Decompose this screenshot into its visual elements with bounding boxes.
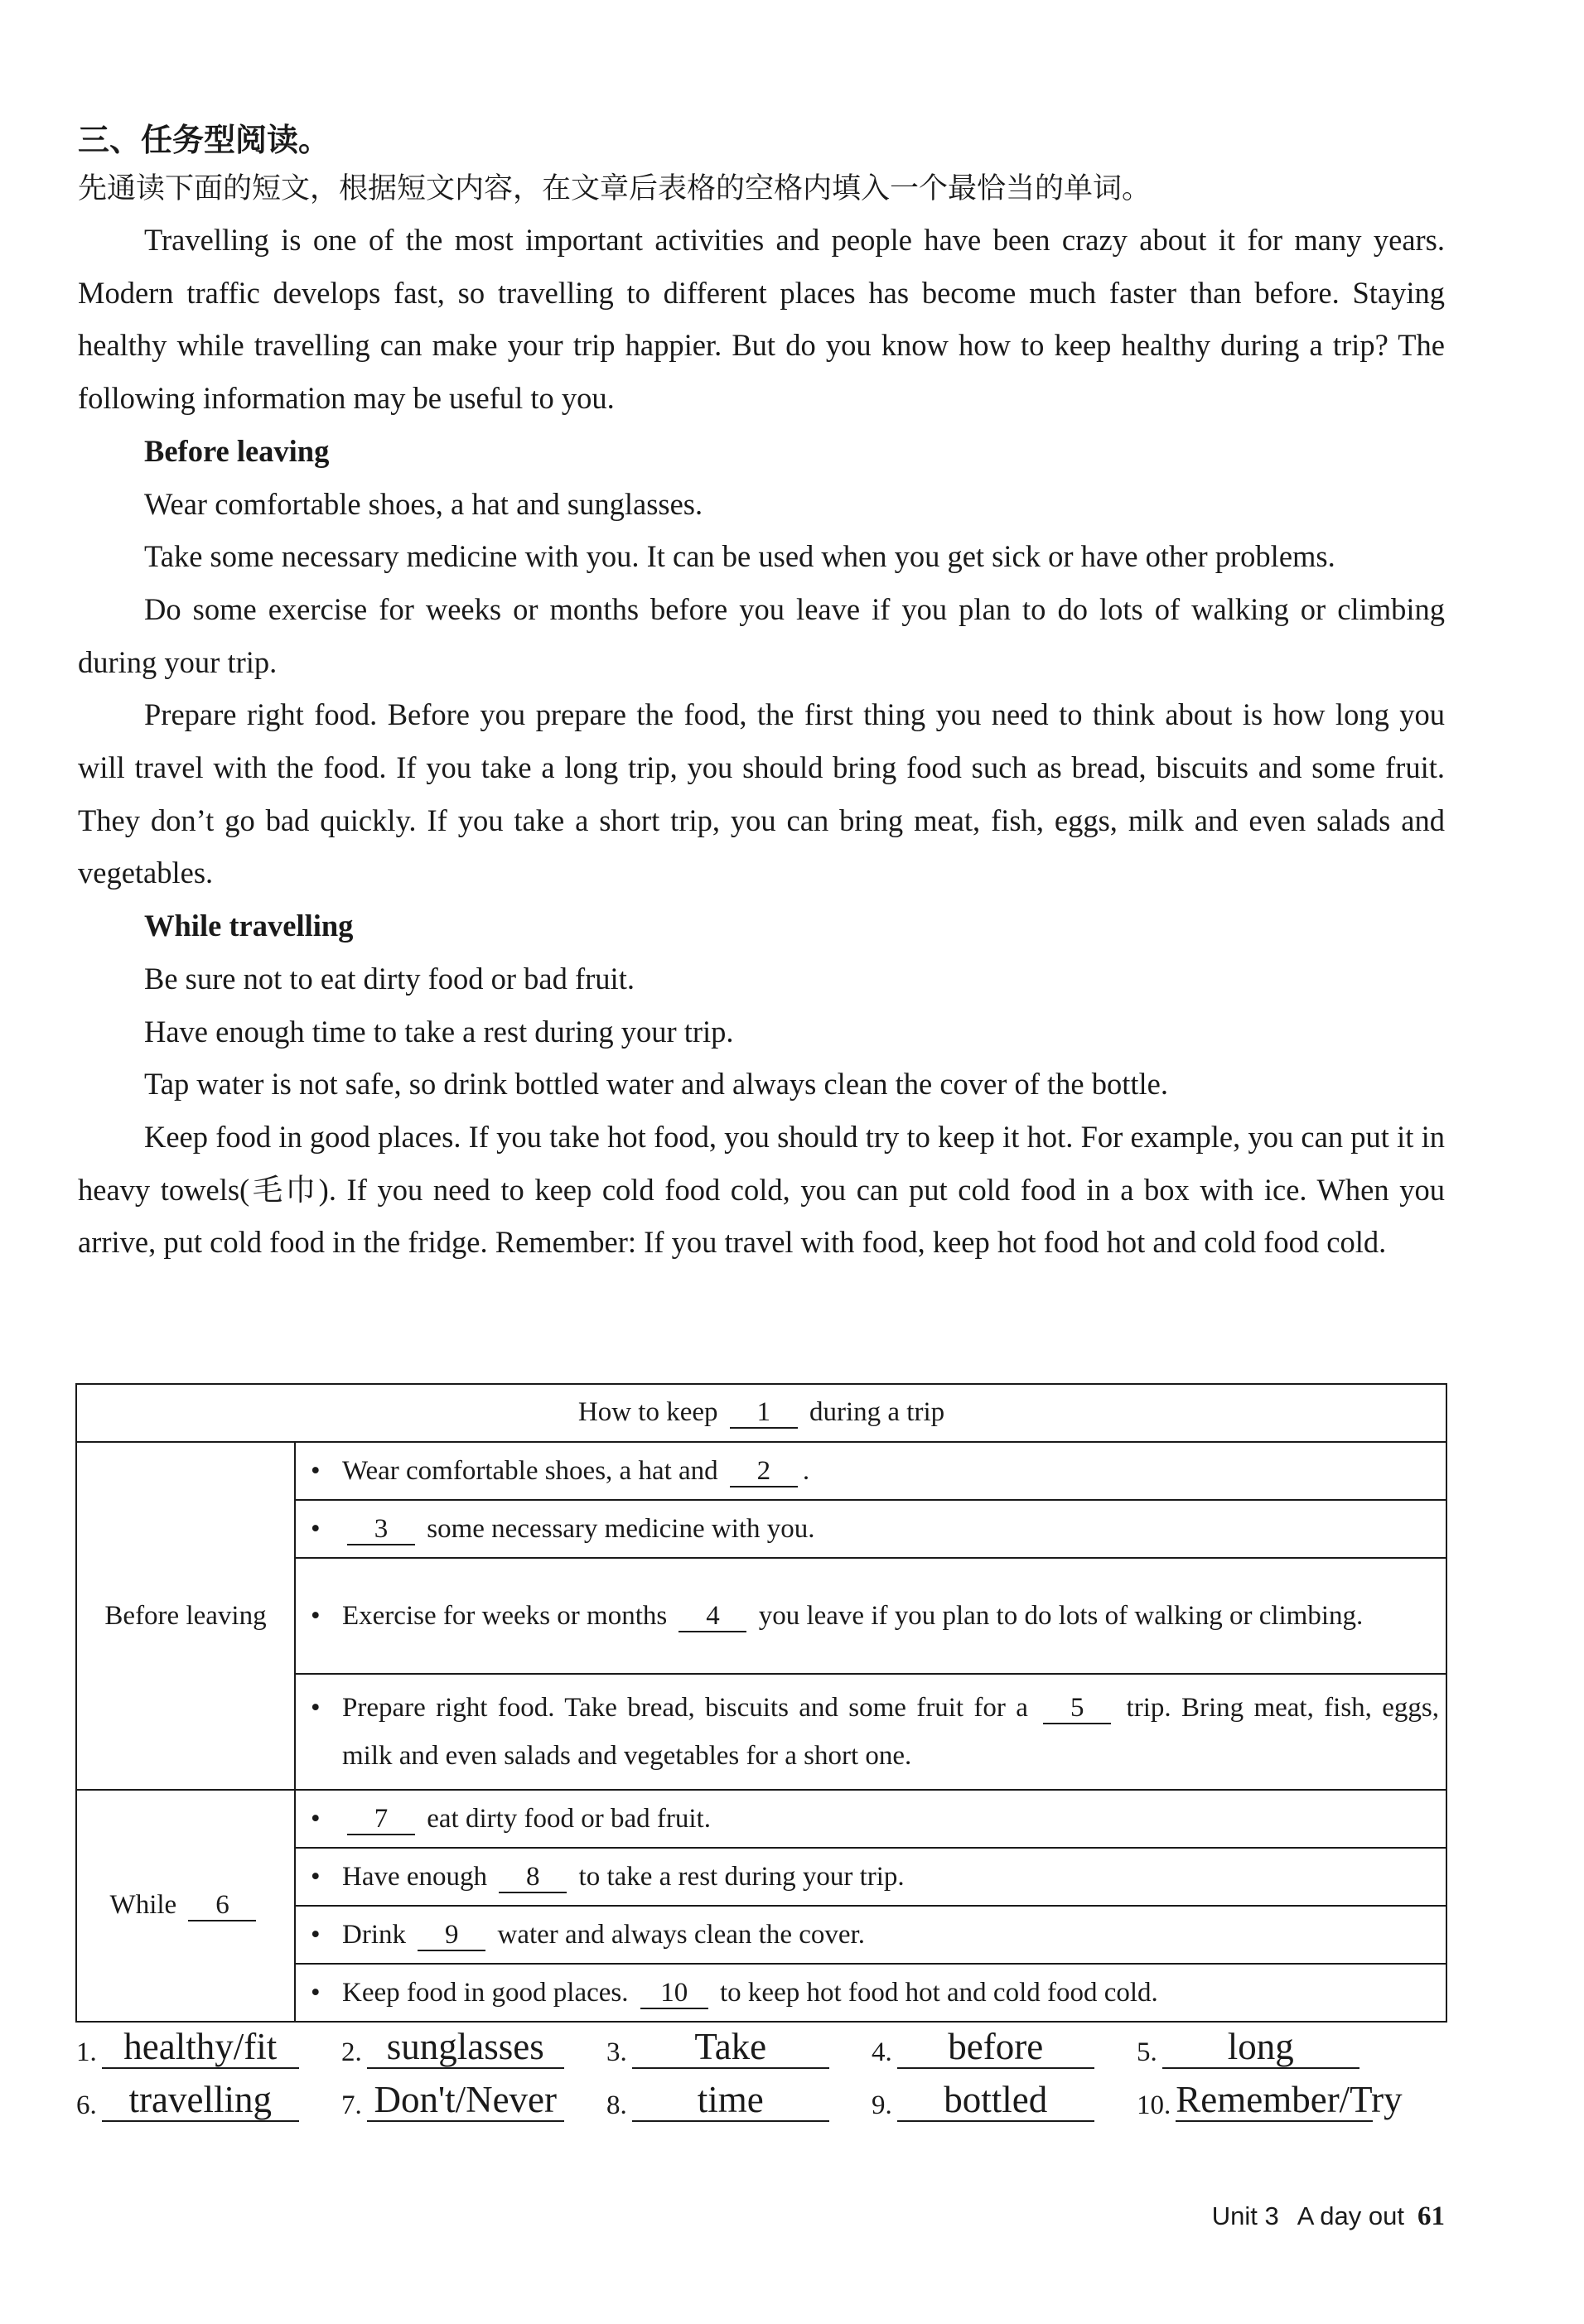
answer-item: 1. healthy/fit xyxy=(76,2026,341,2069)
table-row: • Have enough 8 to take a rest during your trip. xyxy=(295,1848,1446,1906)
table-row: • 3 some necessary medicine with you. xyxy=(295,1500,1446,1558)
table-row: • Prepare right food. Take bread, biscuits and some fruit for a 5 trip. Bring meat, fish, eggs, milk and even salads and vegetables for a short one. xyxy=(295,1674,1446,1790)
answer-item: 3. Take xyxy=(606,2026,872,2069)
blank-6: 6 xyxy=(188,1890,256,1921)
passage-paragraph: Travelling is one of the most important activities and people have been crazy about it for many years. Modern traffic develops fast, so travelling to different places has become much faster than before. Staying healthy while travelling can make your trip happier. But do you know how to keep healthy during a trip? The following information may be useful to you. xyxy=(78,223,1445,416)
answer-field: sunglasses xyxy=(367,2026,564,2069)
group-while: While 6 xyxy=(76,1790,295,2022)
answer-field: Don't/Never xyxy=(367,2079,564,2122)
footer-unit: Unit 3 xyxy=(1211,2201,1279,2230)
answer-field: healthy/fit xyxy=(102,2026,299,2069)
blank-7: 7 xyxy=(347,1804,415,1835)
answer-field: Take xyxy=(632,2026,829,2069)
answer-item: 4. before xyxy=(872,2026,1137,2069)
handwritten-answers xyxy=(76,2016,1501,2122)
reading-passage xyxy=(78,214,1445,1269)
blank-5: 5 xyxy=(1043,1693,1111,1724)
answer-item: 9. bottled xyxy=(872,2079,1137,2122)
passage-paragraph: Do some exercise for weeks or months before you leave if you plan to do lots of walking or climbing during your trip. xyxy=(78,591,1445,679)
task-table xyxy=(75,1383,1447,2023)
table-title: How to keep 1 during a trip xyxy=(76,1384,1446,1442)
answer-item: 5. long xyxy=(1137,2026,1402,2069)
blank-8: 8 xyxy=(499,1862,567,1893)
blank-3: 3 xyxy=(347,1514,415,1545)
subheading-while-travelling: While travelling xyxy=(144,909,354,943)
answer-item: 7. Don't/Never xyxy=(341,2079,606,2122)
table-row: • Wear comfortable shoes, a hat and 2 . xyxy=(295,1442,1446,1500)
answer-row xyxy=(76,2069,1501,2122)
passage-paragraph: Keep food in good places. If you take hot food, you should try to keep it hot. For example, you can put it in heavy towels(毛巾). If you need to keep cold food cold, you can put cold food in a box with ice. When you arrive, put cold food in the fridge. Remember: If you travel with food, keep hot food hot and cold food cold. xyxy=(78,1119,1445,1260)
passage-paragraph: Have enough time to take a rest during your trip. xyxy=(144,1014,734,1049)
passage-paragraph: Prepare right food. Before you prepare the food, the first thing you need to think about is how long you will travel with the food. If you take a long trip, you should bring food such as bread, biscuits and some fruit. They don’t go bad quickly. If you take a short trip, you can bring meat, fish, eggs, milk and even salads and vegetables. xyxy=(78,697,1445,890)
passage-paragraph: Take some necessary medicine with you. It can be used when you get sick or have other problems. xyxy=(144,539,1335,574)
answer-field: travelling xyxy=(102,2079,299,2122)
answer-item: 2. sunglasses xyxy=(341,2026,606,2069)
blank-1: 1 xyxy=(730,1397,798,1429)
answer-field: long xyxy=(1162,2026,1359,2069)
footer-title: A day out xyxy=(1297,2201,1404,2230)
answer-row xyxy=(76,2016,1501,2069)
answer-item: 8. time xyxy=(606,2079,872,2122)
table-row: • Keep food in good places. 10 to keep hot food hot and cold food cold. xyxy=(295,1964,1446,2022)
group-before-leaving: Before leaving xyxy=(76,1442,295,1790)
blank-9: 9 xyxy=(418,1920,485,1951)
table-row: • Drink 9 water and always clean the cover. xyxy=(295,1906,1446,1964)
page-footer xyxy=(1212,2201,1445,2232)
passage-paragraph: Wear comfortable shoes, a hat and sunglasses. xyxy=(144,486,703,521)
table-row: • 7 eat dirty food or bad fruit. xyxy=(295,1790,1446,1848)
section-title: 三、任务型阅读。 xyxy=(78,122,331,158)
answer-item: 10. Remember/Try xyxy=(1137,2079,1403,2120)
passage-paragraph: Be sure not to eat dirty food or bad fruit. xyxy=(144,961,635,996)
page-number: 61 xyxy=(1417,2201,1445,2231)
answer-item: 6. travelling xyxy=(76,2079,341,2122)
answer-field: time xyxy=(632,2079,829,2122)
answer-field: bottled xyxy=(897,2079,1094,2122)
passage-paragraph: Tap water is not safe, so drink bottled water and always clean the cover of the bottle. xyxy=(144,1067,1168,1102)
blank-2: 2 xyxy=(730,1456,798,1487)
answer-field: Remember/Try xyxy=(1176,2079,1403,2120)
answer-field: before xyxy=(897,2026,1094,2069)
blank-10: 10 xyxy=(640,1978,708,2009)
blank-4: 4 xyxy=(679,1601,746,1632)
instruction-text: 先通读下面的短文，根据短文内容，在文章后表格的空格内填入一个最恰当的单词。 xyxy=(78,172,1152,205)
table-row: • Exercise for weeks or months 4 you leave if you plan to do lots of walking or climbing. xyxy=(295,1558,1446,1674)
subheading-before-leaving: Before leaving xyxy=(144,433,330,468)
